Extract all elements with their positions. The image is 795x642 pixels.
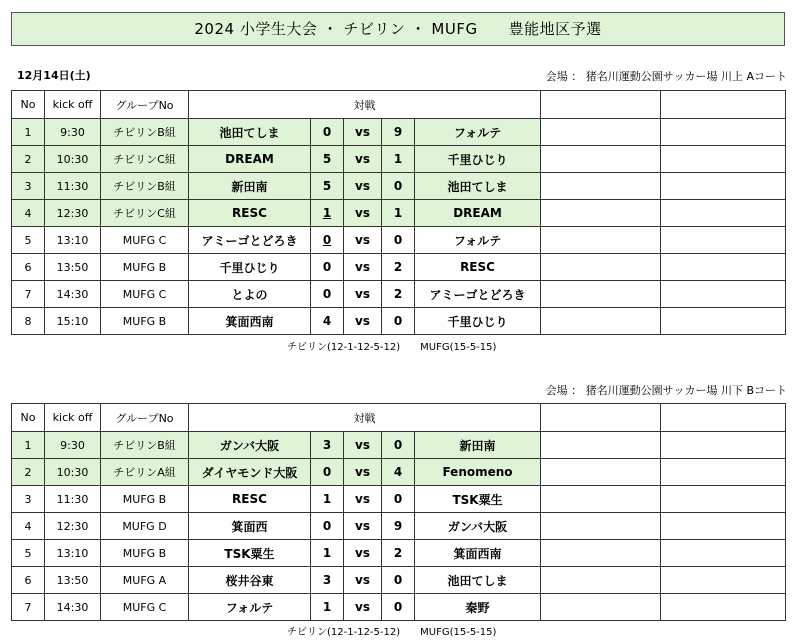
match-no: 6 [12, 254, 45, 281]
header-extra-2 [661, 404, 786, 432]
match-row [12, 254, 786, 281]
kickoff-time: 13:10 [45, 227, 101, 254]
home-team: 桜井谷東 [189, 567, 311, 594]
match-no: 6 [12, 567, 45, 594]
blank-cell [541, 227, 661, 254]
home-score: 5 [311, 146, 344, 173]
vs-label: vs [344, 173, 382, 200]
group-name: MUFG B [101, 540, 189, 567]
match-row [12, 308, 786, 335]
duration-note-a: チビリン(12-1-12-5-12) MUFG(15-5-15) [287, 342, 497, 353]
blank-cell [661, 200, 786, 227]
venue-a: 会場 ： 猪名川運動公園サッカー場 川上 Aコート [545, 70, 787, 83]
match-row [12, 432, 786, 459]
match-row [12, 486, 786, 513]
header-kickoff: kick off [45, 404, 101, 432]
home-team: 千里ひじり [189, 254, 311, 281]
match-no: 4 [12, 513, 45, 540]
home-team: アミーゴとどろき [189, 227, 311, 254]
away-team: DREAM [415, 200, 541, 227]
vs-label: vs [344, 146, 382, 173]
group-name: MUFG A [101, 567, 189, 594]
blank-cell [661, 594, 786, 621]
blank-cell [661, 119, 786, 146]
blank-cell [541, 254, 661, 281]
home-team: 新田南 [189, 173, 311, 200]
home-score: 0 [311, 119, 344, 146]
vs-label: vs [344, 594, 382, 621]
away-team: アミーゴとどろき [415, 281, 541, 308]
home-score: 3 [311, 567, 344, 594]
vs-label: vs [344, 308, 382, 335]
match-no: 2 [12, 146, 45, 173]
match-row [12, 173, 786, 200]
match-no: 2 [12, 459, 45, 486]
vs-label: vs [344, 227, 382, 254]
group-name: チビリンB組 [101, 119, 189, 146]
kickoff-time: 9:30 [45, 432, 101, 459]
away-score: 2 [382, 254, 415, 281]
header-no: No [12, 404, 45, 432]
home-score: 1 [311, 594, 344, 621]
group-name: MUFG C [101, 594, 189, 621]
home-score: 0 [311, 254, 344, 281]
match-row [12, 200, 786, 227]
away-team: 池田てしま [415, 567, 541, 594]
schedule-table-a [11, 90, 786, 335]
match-no: 4 [12, 200, 45, 227]
blank-cell [541, 432, 661, 459]
blank-cell [541, 567, 661, 594]
header-kickoff: kick off [45, 91, 101, 119]
home-score: 5 [311, 173, 344, 200]
blank-cell [661, 567, 786, 594]
group-name: MUFG B [101, 254, 189, 281]
match-no: 7 [12, 594, 45, 621]
blank-cell [661, 540, 786, 567]
match-no: 7 [12, 281, 45, 308]
away-team: 池田てしま [415, 173, 541, 200]
home-team: RESC [189, 486, 311, 513]
match-no: 3 [12, 486, 45, 513]
vs-label: vs [344, 486, 382, 513]
header-match: 対戦 [189, 404, 541, 432]
vs-label: vs [344, 119, 382, 146]
home-team: 池田てしま [189, 119, 311, 146]
away-score: 0 [382, 173, 415, 200]
home-team: RESC [189, 200, 311, 227]
kickoff-time: 11:30 [45, 173, 101, 200]
vs-label: vs [344, 254, 382, 281]
away-score: 0 [382, 227, 415, 254]
blank-cell [541, 540, 661, 567]
group-name: チビリンC組 [101, 146, 189, 173]
blank-cell [661, 173, 786, 200]
match-no: 8 [12, 308, 45, 335]
away-team: TSK粟生 [415, 486, 541, 513]
header-extra-1 [541, 91, 661, 119]
kickoff-time: 13:50 [45, 567, 101, 594]
away-score: 0 [382, 567, 415, 594]
group-name: MUFG B [101, 486, 189, 513]
kickoff-time: 12:30 [45, 513, 101, 540]
header-match: 対戦 [189, 91, 541, 119]
group-name: チビリンC組 [101, 200, 189, 227]
match-row [12, 540, 786, 567]
home-score: 0 [311, 513, 344, 540]
away-team: ガンバ大阪 [415, 513, 541, 540]
blank-cell [541, 594, 661, 621]
blank-cell [661, 459, 786, 486]
blank-cell [661, 432, 786, 459]
away-team: 千里ひじり [415, 308, 541, 335]
blank-cell [541, 119, 661, 146]
header-no: No [12, 91, 45, 119]
match-row [12, 459, 786, 486]
vs-label: vs [344, 432, 382, 459]
home-team: フォルテ [189, 594, 311, 621]
blank-cell [541, 459, 661, 486]
match-date: 12月14日(土) [17, 69, 91, 82]
blank-cell [661, 308, 786, 335]
vs-label: vs [344, 459, 382, 486]
kickoff-time: 13:50 [45, 254, 101, 281]
blank-cell [661, 146, 786, 173]
away-score: 4 [382, 459, 415, 486]
blank-cell [541, 513, 661, 540]
kickoff-time: 11:30 [45, 486, 101, 513]
home-team: ダイヤモンド大阪 [189, 459, 311, 486]
vs-label: vs [344, 567, 382, 594]
header-row [12, 404, 786, 432]
kickoff-time: 13:10 [45, 540, 101, 567]
home-score: 1 [311, 540, 344, 567]
away-score: 1 [382, 146, 415, 173]
venue-b: 会場 ： 猪名川運動公園サッカー場 川下 Bコート [545, 384, 787, 397]
away-score: 2 [382, 281, 415, 308]
group-name: チビリンB組 [101, 173, 189, 200]
away-score: 0 [382, 432, 415, 459]
match-no: 1 [12, 119, 45, 146]
blank-cell [661, 281, 786, 308]
home-team: とよの [189, 281, 311, 308]
home-team: 箕面西 [189, 513, 311, 540]
blank-cell [661, 513, 786, 540]
away-team: RESC [415, 254, 541, 281]
away-team: Fenomeno [415, 459, 541, 486]
away-team: 秦野 [415, 594, 541, 621]
away-score: 0 [382, 486, 415, 513]
match-row [12, 567, 786, 594]
group-name: チビリンB組 [101, 432, 189, 459]
match-row [12, 119, 786, 146]
vs-label: vs [344, 513, 382, 540]
group-name: チビリンA組 [101, 459, 189, 486]
match-row [12, 227, 786, 254]
away-score: 9 [382, 513, 415, 540]
kickoff-time: 9:30 [45, 119, 101, 146]
away-score: 2 [382, 540, 415, 567]
vs-label: vs [344, 540, 382, 567]
home-team: TSK粟生 [189, 540, 311, 567]
home-team: 箕面西南 [189, 308, 311, 335]
blank-cell [661, 254, 786, 281]
home-score: 1 [311, 486, 344, 513]
blank-cell [541, 486, 661, 513]
home-score: 4 [311, 308, 344, 335]
page-title: 2024 小学生大会 ・ チビリン ・ MUFG 豊能地区予選 [11, 12, 785, 46]
header-extra-1 [541, 404, 661, 432]
home-team: DREAM [189, 146, 311, 173]
kickoff-time: 15:10 [45, 308, 101, 335]
kickoff-time: 10:30 [45, 459, 101, 486]
kickoff-time: 12:30 [45, 200, 101, 227]
match-row [12, 281, 786, 308]
header-group: グループNo [101, 404, 189, 432]
away-team: 千里ひじり [415, 146, 541, 173]
group-name: MUFG C [101, 281, 189, 308]
header-extra-2 [661, 91, 786, 119]
blank-cell [541, 200, 661, 227]
blank-cell [541, 308, 661, 335]
away-team: 箕面西南 [415, 540, 541, 567]
match-row [12, 513, 786, 540]
away-score: 0 [382, 308, 415, 335]
kickoff-time: 14:30 [45, 281, 101, 308]
vs-label: vs [344, 281, 382, 308]
match-row [12, 594, 786, 621]
away-team: フォルテ [415, 119, 541, 146]
match-row [12, 146, 786, 173]
group-name: MUFG B [101, 308, 189, 335]
away-team: フォルテ [415, 227, 541, 254]
away-score: 0 [382, 594, 415, 621]
kickoff-time: 14:30 [45, 594, 101, 621]
blank-cell [541, 146, 661, 173]
schedule-table-b [11, 403, 786, 621]
vs-label: vs [344, 200, 382, 227]
home-score: 1 [311, 200, 344, 227]
blank-cell [541, 173, 661, 200]
kickoff-time: 10:30 [45, 146, 101, 173]
blank-cell [661, 486, 786, 513]
match-no: 1 [12, 432, 45, 459]
group-name: MUFG C [101, 227, 189, 254]
home-score: 3 [311, 432, 344, 459]
home-score: 0 [311, 227, 344, 254]
header-group: グループNo [101, 91, 189, 119]
duration-note-b: チビリン(12-1-12-5-12) MUFG(15-5-15) [287, 627, 497, 638]
home-score: 0 [311, 459, 344, 486]
home-team: ガンバ大阪 [189, 432, 311, 459]
group-name: MUFG D [101, 513, 189, 540]
match-no: 3 [12, 173, 45, 200]
blank-cell [541, 281, 661, 308]
match-no: 5 [12, 540, 45, 567]
away-score: 9 [382, 119, 415, 146]
header-row [12, 91, 786, 119]
away-score: 1 [382, 200, 415, 227]
match-no: 5 [12, 227, 45, 254]
home-score: 0 [311, 281, 344, 308]
blank-cell [661, 227, 786, 254]
away-team: 新田南 [415, 432, 541, 459]
